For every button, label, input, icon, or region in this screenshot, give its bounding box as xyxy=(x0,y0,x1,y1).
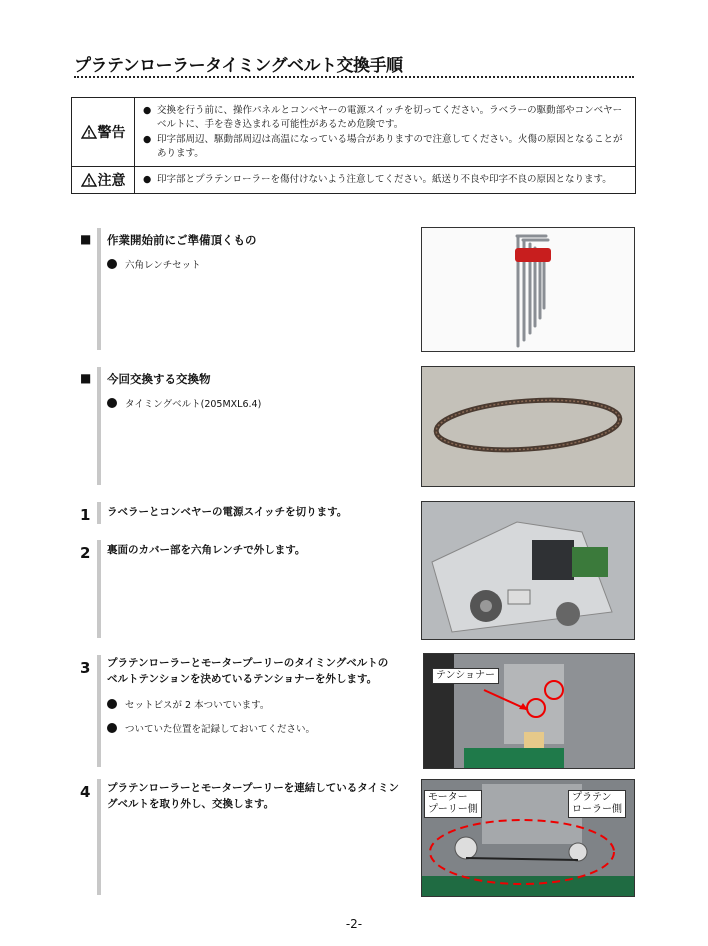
step-3-bullet xyxy=(107,697,269,711)
step-3-bullet-text: セットビスが 2 本ついています。 xyxy=(125,700,270,711)
section-marker: ■ xyxy=(80,232,92,246)
machine-back-illustration xyxy=(422,502,634,639)
bullet-dot xyxy=(107,398,117,408)
part-bullet xyxy=(107,396,261,410)
step-1-text: ラベラーとコンベヤーの電源スイッチを切ります。 xyxy=(107,506,348,518)
warning-item xyxy=(143,104,629,131)
step-number: 3 xyxy=(80,659,91,677)
step-3-bullet xyxy=(107,721,315,735)
page-title: プラテンローラータイミングベルト交換手順 xyxy=(74,56,403,76)
bullet-dot: ● xyxy=(143,134,152,145)
step-number: 4 xyxy=(80,783,91,801)
step-2-text: 裏面のカバー部を六角レンチで外します。 xyxy=(107,544,306,556)
bullet-dot xyxy=(107,699,117,709)
bullet-dot xyxy=(107,259,117,269)
step-number: 1 xyxy=(80,506,91,524)
warning-row xyxy=(72,98,636,167)
hex-wrench-photo xyxy=(421,227,635,352)
machine-back-photo xyxy=(421,501,635,640)
belt-replacement-photo xyxy=(421,779,635,897)
motor-pulley-label xyxy=(424,790,482,818)
tensioner-label: テンショナー xyxy=(432,668,499,684)
title-underline xyxy=(74,76,634,78)
caution-label-cell xyxy=(72,167,135,194)
safety-table xyxy=(71,97,636,194)
tensioner-photo xyxy=(423,653,635,769)
motor-label-line2: プーリー側 xyxy=(428,804,478,815)
platen-label-line1: プラテン xyxy=(572,792,612,803)
step-3-line2: ベルトテンションを決めているテンショナーを外します。 xyxy=(107,673,378,685)
warning-text-cell xyxy=(135,98,636,167)
warning-label: 警告 xyxy=(97,125,126,141)
step-number: 2 xyxy=(80,544,91,562)
step-3-line1: プラテンローラーとモータープーリーのタイミングベルトの xyxy=(107,657,389,669)
step-bar xyxy=(97,655,101,767)
bullet-dot: ● xyxy=(143,105,152,116)
section-bar xyxy=(97,367,101,485)
caution-text-cell xyxy=(135,167,636,194)
caution-row xyxy=(72,167,636,194)
caution-item-text: 印字部とプラテンローラーを傷付けないよう注意してください。紙送り不良や印字不良の原因となります。 xyxy=(157,174,612,185)
hex-wrench-illustration xyxy=(422,228,634,351)
page-number: -2- xyxy=(345,917,363,931)
part-bullet-text: タイミングベルト(205MXL6.4) xyxy=(125,399,262,410)
step-bar xyxy=(97,540,101,638)
prep-bullet-text: 六角レンチセット xyxy=(125,260,201,271)
step-bar xyxy=(97,779,101,895)
motor-label-line1: モーター xyxy=(428,792,468,803)
caution-triangle-icon xyxy=(81,173,97,187)
bullet-dot xyxy=(107,723,117,733)
warning-triangle-icon xyxy=(81,125,97,139)
timing-belt-illustration xyxy=(422,367,634,486)
step-bar xyxy=(97,502,101,524)
section-bar xyxy=(97,228,101,350)
step-3-bullet-text: ついていた位置を記録しておいてください。 xyxy=(125,724,316,735)
prep-bullet xyxy=(107,257,201,271)
warning-item xyxy=(143,133,629,160)
caution-item xyxy=(143,173,629,187)
warning-item-text: 交換を行う前に、操作パネルとコンベヤーの電源スイッチを切ってください。ラベラーの駆動部やコンベヤーベルトに、手を巻き込まれる可能性があるため危険です。 xyxy=(157,105,623,130)
platen-roller-label xyxy=(568,790,626,818)
warning-label-cell xyxy=(72,98,135,167)
section-marker: ■ xyxy=(80,371,92,385)
warning-item-text: 印字部周辺、駆動部周辺は高温になっている場合がありますので注意してください。火傷の原因となることがあります。 xyxy=(157,134,623,159)
step-4-line2: グベルトを取り外し、交換します。 xyxy=(107,798,275,810)
platen-label-line2: ローラー側 xyxy=(572,804,622,815)
prep-heading: 作業開始前にご準備頂くもの xyxy=(107,233,257,247)
caution-label: 注意 xyxy=(97,172,126,189)
timing-belt-photo xyxy=(421,366,635,487)
part-heading: 今回交換する交換物 xyxy=(107,372,211,386)
bullet-dot: ● xyxy=(143,174,152,185)
step-4-line1: プラテンローラーとモータープーリーを連結しているタイミン xyxy=(107,782,400,794)
